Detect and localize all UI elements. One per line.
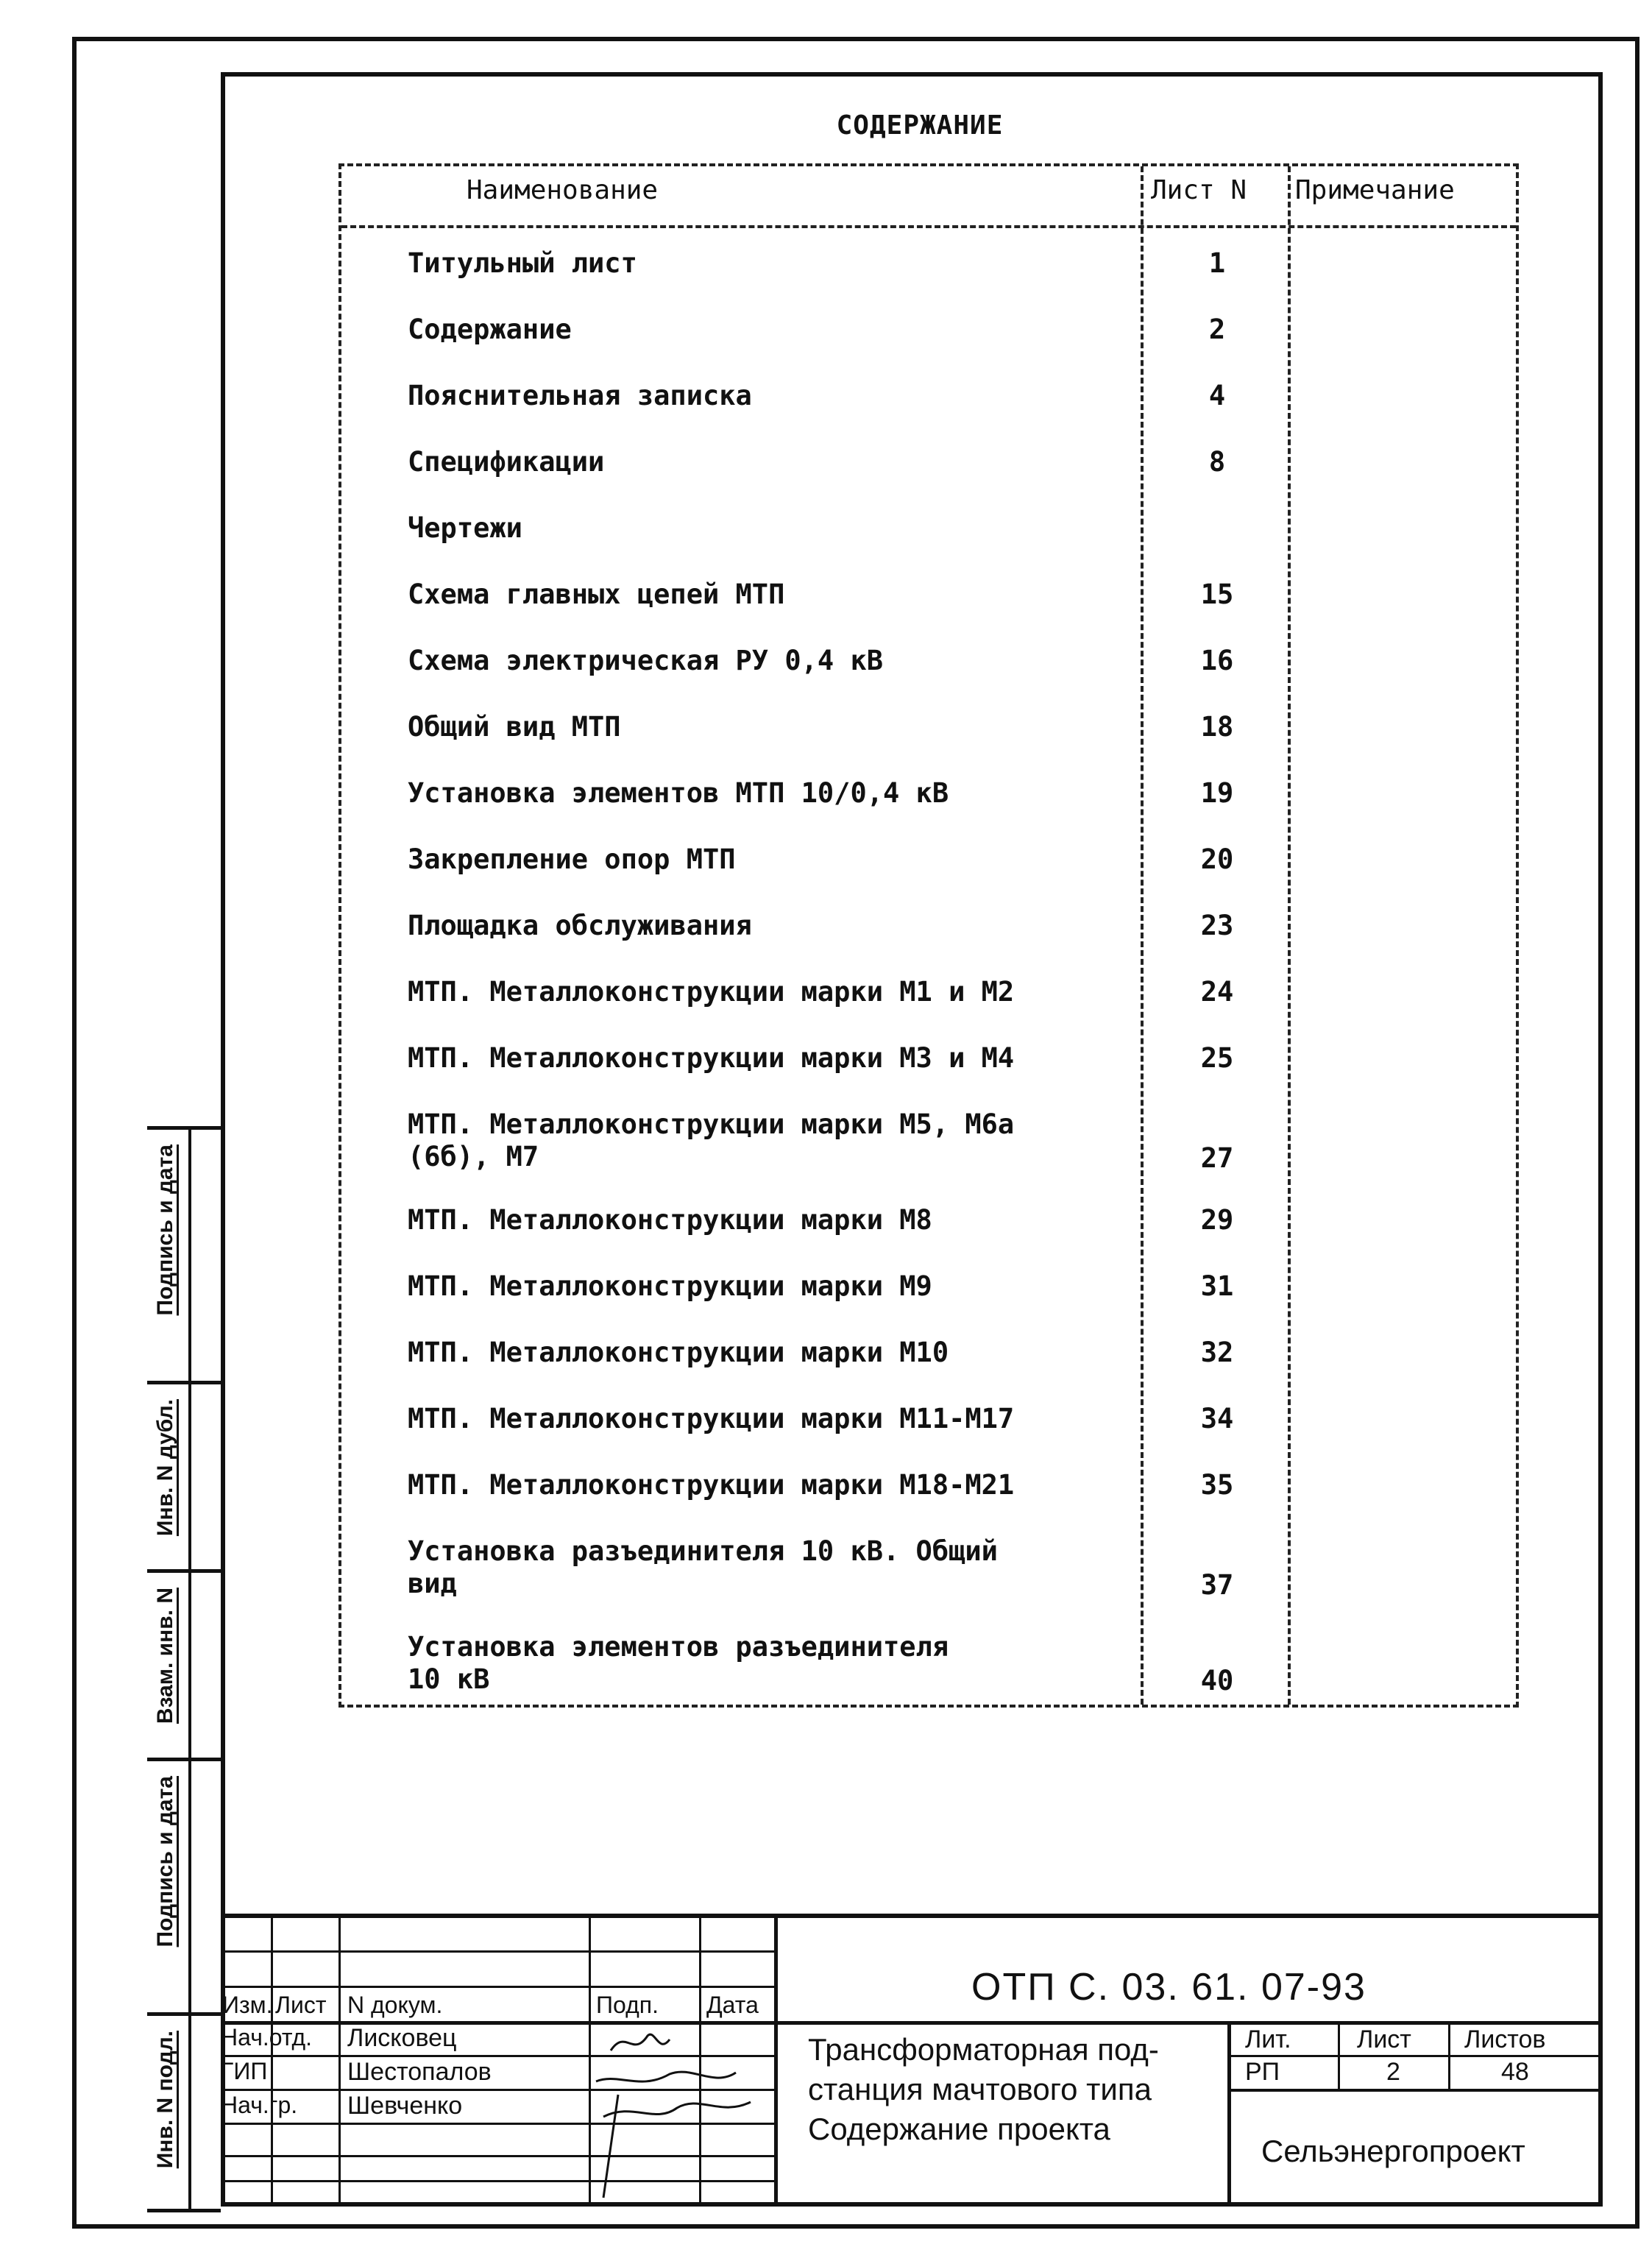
person-name: Шевченко	[347, 2092, 463, 2120]
header-name: Наименование	[467, 175, 659, 205]
lit-value: РП	[1245, 2058, 1280, 2086]
side-label: Подпись и дата	[153, 1776, 177, 1947]
row-name: Титульный лист	[408, 247, 637, 279]
row-name: МТП. Металлоконструкции марки М18-М21	[408, 1469, 1015, 1501]
row-name: Схема электрическая РУ 0,4 кВ	[408, 645, 884, 676]
row-sheet-number: 27	[1200, 1142, 1234, 1174]
role: ГИП	[221, 2058, 268, 2084]
role: Нач.отд.	[221, 2024, 313, 2051]
side-strip	[147, 1126, 221, 2212]
row-name: МТП. Металлоконструкции марки М8	[408, 1204, 932, 1236]
side-cell	[147, 1126, 221, 1381]
title-block	[221, 1914, 1603, 2207]
row-name: Схема главных цепей МТП	[408, 578, 785, 610]
signature-scribbles	[589, 2021, 780, 2205]
side-cell	[147, 1569, 221, 1758]
side-label: Инв. N дубл.	[153, 1399, 177, 1537]
row-sheet-number: 40	[1200, 1665, 1234, 1696]
row-sheet-number: 34	[1200, 1403, 1234, 1434]
row-name: МТП. Металлоконструкции марки М11-М17	[408, 1403, 1015, 1434]
row-name: Закрепление опор МТП	[408, 843, 736, 875]
side-label: Взам. инв. N	[153, 1588, 177, 1724]
row-sheet-number: 19	[1200, 777, 1234, 809]
row-sheet-number: 15	[1200, 578, 1234, 610]
row-sheet-number: 23	[1200, 910, 1234, 941]
row-sheet-number: 20	[1200, 843, 1234, 875]
row-name: Спецификации	[408, 446, 605, 478]
row-sheet-number: 32	[1200, 1337, 1234, 1368]
row-sheet-number: 2	[1208, 314, 1226, 345]
side-cell	[147, 1381, 221, 1569]
document-code: ОТП С. 03. 61. 07-93	[971, 1966, 1366, 2009]
side-cell	[147, 1758, 221, 2012]
row-sheet-number: 35	[1200, 1469, 1234, 1501]
row-name: Установка элементов разъединителя 10 кВ	[408, 1631, 949, 1695]
row-name: Площадка обслуживания	[408, 910, 752, 941]
row-sheet-number: 25	[1200, 1042, 1234, 1074]
row-name: МТП. Металлоконструкции марки М9	[408, 1270, 932, 1302]
row-name: МТП. Металлоконструкции марки М3 и М4	[408, 1042, 1015, 1074]
header-divider	[341, 225, 1516, 228]
row-sheet-number: 4	[1208, 380, 1226, 411]
row-name: Установка разъединителя 10 кВ. Общий вид	[408, 1535, 998, 1599]
col-izm: Изм.	[222, 1992, 273, 2018]
sheets-label: Листов	[1464, 2025, 1546, 2053]
row-name: МТП. Металлоконструкции марки М10	[408, 1337, 949, 1368]
row-sheet-number: 29	[1200, 1204, 1234, 1236]
col-list: Лист	[275, 1992, 327, 2018]
side-cell	[147, 2012, 221, 2212]
row-name: МТП. Металлоконструкции марки М5, М6а (6б), М7	[408, 1108, 1015, 1172]
row-sheet-number: 8	[1208, 446, 1226, 478]
organization: Сельэнергопроект	[1261, 2134, 1525, 2168]
row-name: Содержание	[408, 314, 572, 345]
row-sheet-number: 37	[1200, 1569, 1234, 1601]
page-title: СОДЕРЖАНИЕ	[836, 110, 1004, 141]
contents-table	[338, 163, 1519, 1708]
col-doc: N докум.	[347, 1992, 443, 2018]
header-note: Примечание	[1295, 175, 1455, 205]
person-name: Лисковец	[347, 2024, 457, 2052]
project-title: Трансформаторная под- станция мачтового типа Содержание проекта	[808, 2032, 1159, 2146]
side-label: Подпись и дата	[153, 1144, 177, 1316]
sheet-label: Лист	[1357, 2025, 1411, 2053]
lit-label: Лит.	[1245, 2025, 1291, 2053]
sheet-value: 2	[1386, 2058, 1400, 2086]
row-name: МТП. Металлоконструкции марки М1 и М2	[408, 976, 1015, 1008]
col-date: Дата	[706, 1992, 759, 2018]
row-name: Пояснительная записка	[408, 380, 752, 411]
person-name: Шестопалов	[347, 2058, 492, 2086]
row-name: Общий вид МТП	[408, 711, 621, 743]
header-sheet: Лист N	[1151, 175, 1247, 205]
row-sheet-number: 24	[1200, 976, 1234, 1008]
row-sheet-number: 1	[1208, 247, 1226, 279]
role: Нач.гр.	[221, 2092, 298, 2118]
row-name: Установка элементов МТП 10/0,4 кВ	[408, 777, 949, 809]
row-sheet-number: 18	[1200, 711, 1234, 743]
row-sheet-number: 31	[1200, 1270, 1234, 1302]
side-label: Инв. N подл.	[153, 2031, 177, 2169]
sheets-value: 48	[1501, 2058, 1529, 2086]
col-sign: Подп.	[596, 1992, 659, 2018]
row-sheet-number: 16	[1200, 645, 1234, 676]
row-name: Чертежи	[408, 512, 522, 544]
